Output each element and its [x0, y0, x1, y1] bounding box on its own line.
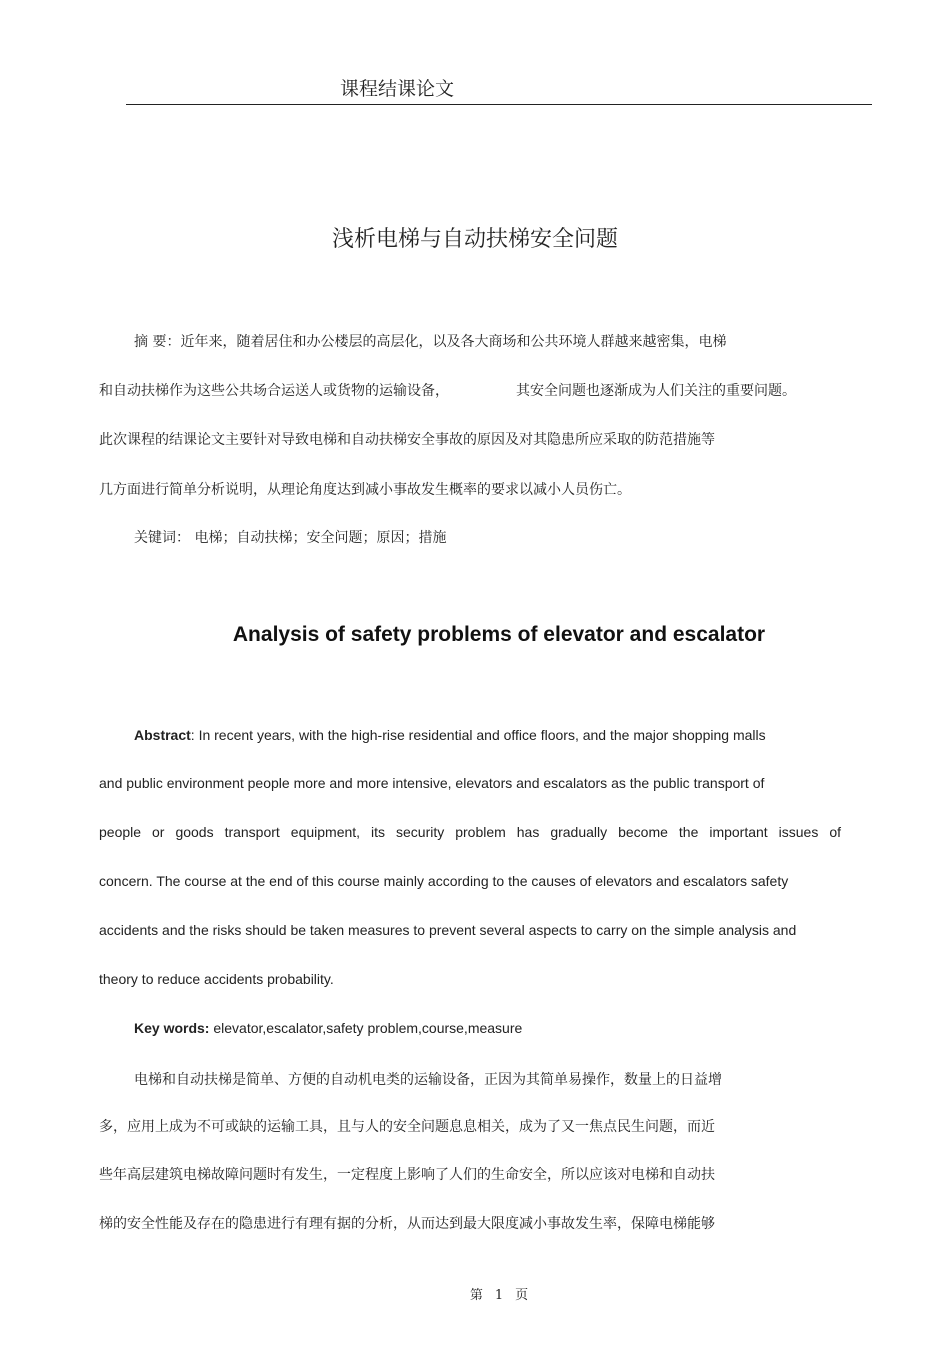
cn-abstract-line-3: 此次课程的结课论文主要针对导致电梯和自动扶梯安全事故的原因及对其隐患所应采取的防范措施等	[99, 432, 715, 448]
page-footer	[0, 1284, 950, 1303]
header-title: 课程结课论文	[340, 78, 455, 100]
word: goods	[175, 824, 214, 840]
word: has	[516, 824, 540, 840]
word: security	[396, 824, 445, 840]
cn-keywords: 关键词： 电梯；自动扶梯；安全问题；原因；措施	[134, 530, 447, 546]
body-line-3: 些年高层建筑电梯故障问题时有发生，一定程度上影响了人们的生命安全，所以应该对电梯和自动扶	[99, 1167, 715, 1183]
word: equipment,	[290, 824, 361, 840]
word: problem	[455, 824, 506, 840]
word: gradually	[550, 824, 608, 840]
cn-abstract-line-4: 几方面进行简单分析说明，从理论角度达到减小事故发生概率的要求以减小人员伤亡。	[99, 482, 631, 498]
keywords-text: elevator,escalator,safety problem,course,measure	[209, 1020, 523, 1036]
body-line-4: 梯的安全性能及存在的隐患进行有理有据的分析，从而达到最大限度减小事故发生率，保障电梯能够	[99, 1216, 715, 1232]
en-keywords	[134, 1020, 522, 1036]
abstract-label: Abstract	[134, 727, 191, 743]
cn-abstract-line-2b: 其安全问题也逐渐成为人们关注的重要问题。	[516, 383, 796, 399]
en-abstract-line-1	[134, 727, 766, 743]
keywords-label: Key words:	[134, 1020, 210, 1036]
body-line-2: 多，应用上成为不可或缺的运输工具，且与人的安全问题息息相关，成为了又一焦点民生问题，而近	[99, 1119, 715, 1135]
word: issues	[778, 824, 819, 840]
page-number: 1	[494, 1288, 504, 1303]
english-title: Analysis of safety problems of elevator and escalator	[232, 623, 766, 646]
en-abstract-line-3	[99, 824, 841, 840]
word: people	[99, 824, 142, 840]
word: important	[709, 824, 768, 840]
word: become	[618, 824, 668, 840]
body-line-1: 电梯和自动扶梯是简单、方便的自动机电类的运输设备，正因为其简单易操作，数量上的日益增	[134, 1072, 722, 1088]
footer-prefix: 第	[469, 1288, 483, 1303]
en-abstract-line-1-text: : In recent years, with the high-rise residential and office floors, and the major shopping malls	[190, 727, 766, 743]
en-abstract-line-2: and public environment people more and more intensive, elevators and escalators as the public transport of	[99, 775, 765, 791]
cn-abstract-line-1: 摘 要：近年来，随着居住和办公楼层的高层化，以及各大商场和公共环境人群越来越密集，电梯	[134, 334, 727, 350]
header-divider	[126, 104, 872, 105]
en-abstract-line-4: concern. The course at the end of this course mainly according to the causes of elevators and escalators safety	[99, 873, 789, 889]
en-abstract-line-6: theory to reduce accidents probability.	[99, 971, 334, 987]
word: its	[371, 824, 386, 840]
chinese-title: 浅析电梯与自动扶梯安全问题	[331, 227, 618, 252]
word: or	[152, 824, 165, 840]
cn-abstract-line-2a: 和自动扶梯作为这些公共场合运送人或货物的运输设备，	[99, 383, 449, 399]
word: the	[678, 824, 699, 840]
word: of	[829, 824, 841, 840]
en-abstract-line-5: accidents and the risks should be taken measures to prevent several aspects to carry on the simple analysis and	[99, 922, 797, 938]
word: transport	[224, 824, 280, 840]
footer-suffix: 页	[515, 1288, 529, 1303]
